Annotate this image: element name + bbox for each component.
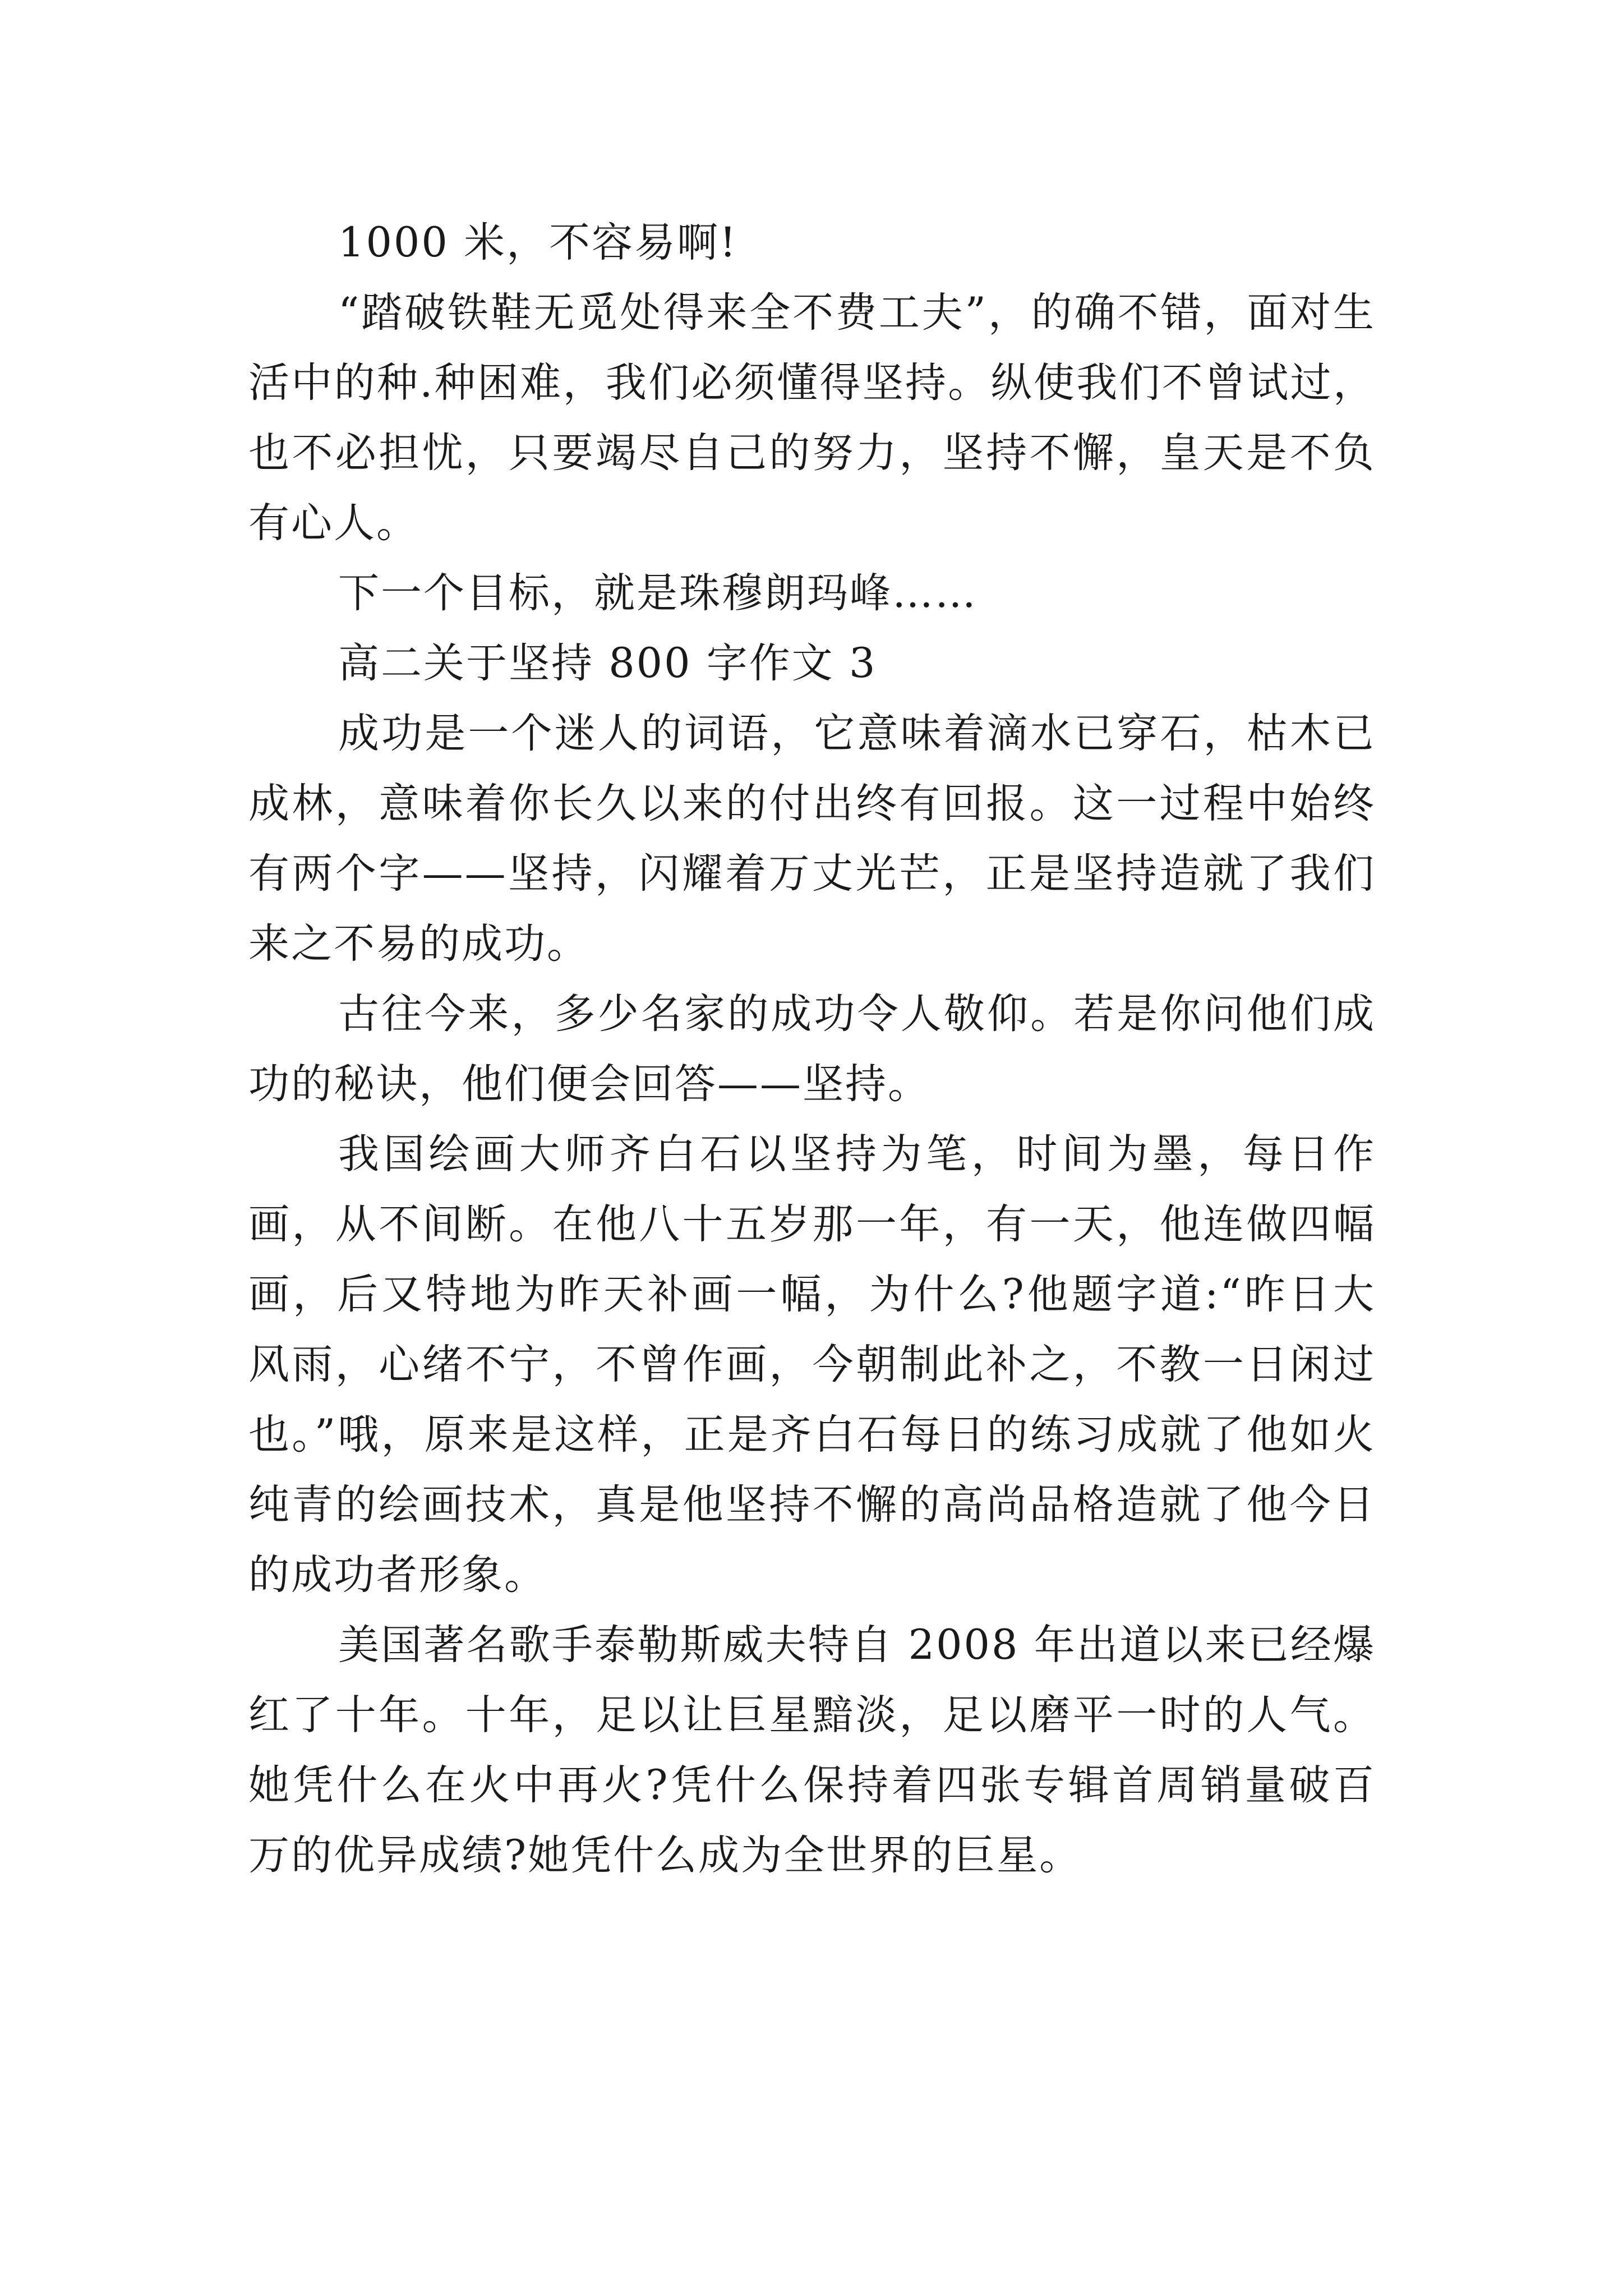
paragraph-7: 美国著名歌手泰勒斯威夫特自 2008 年出道以来已经爆红了十年。十年，足以让巨星黯淡，足以磨平一时的人气。她凭什么在火中再火?凭什么保持着四张专辑首周销量破百万的优异成绩?她凭什么成为全世界的巨星。 (248, 1621, 1376, 1879)
paragraph-2: “踏破铁鞋无觅处得来全不费工夫”，的确不错，面对生活中的种.种困难，我们必须懂得坚持。纵使我们不曾试过，也不必担忧，只要竭尽自己的努力，坚持不懈，皇天是不负有心人。 (248, 289, 1376, 547)
document-body (248, 208, 1376, 1890)
paragraph-1: 1000 米，不容易啊! (338, 219, 738, 266)
paragraph-6: 我国绘画大师齐白石以坚持为笔，时间为墨，每日作画，从不间断。在他八十五岁那一年，有一天，他连做四幅画，后又特地为昨天补画一幅，为什么?他题字道:“昨日大风雨，心绪不宁，不曾作画，今朝制此补之，不教一日闲过也。”哦，原来是这样，正是齐白石每日的练习成就了他如火纯青的绘画技术，真是他坚持不懈的高尚品格造就了他今日的成功者形象。 (248, 1130, 1376, 1599)
paragraph-4: 成功是一个迷人的词语，它意味着滴水已穿石，枯木已成林，意味着你长久以来的付出终有回报。这一过程中始终有两个字——坚持，闪耀着万丈光芒，正是坚持造就了我们来之不易的成功。 (248, 710, 1376, 968)
paragraph-5: 古往今来，多少名家的成功令人敬仰。若是你问他们成功的秘诀，他们便会回答——坚持。 (248, 990, 1376, 1108)
section-heading: 高二关于坚持 800 字作文 3 (338, 639, 877, 687)
paragraph-3: 下一个目标，就是珠穆朗玛峰…… (338, 569, 978, 617)
